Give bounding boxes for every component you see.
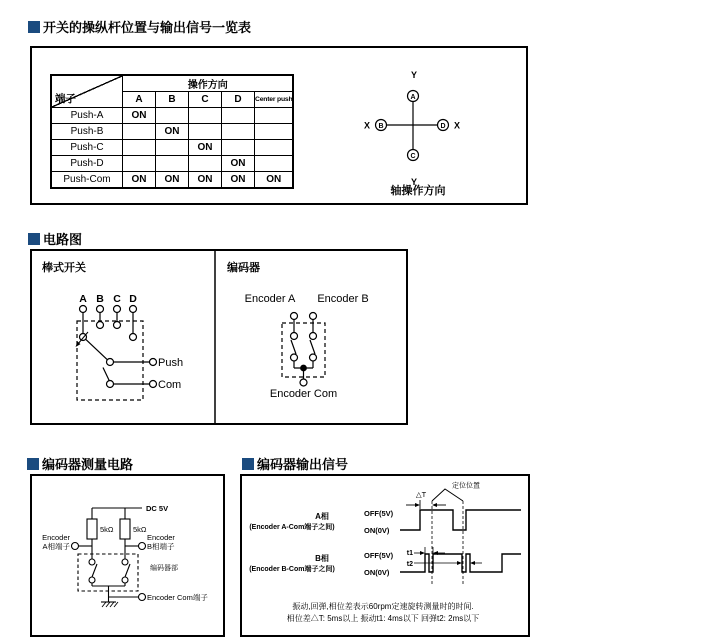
cell-value	[255, 108, 294, 124]
push-terminal-label: Push	[158, 357, 184, 369]
arrow-right-icon	[457, 561, 462, 565]
col-header-b: B	[156, 92, 189, 108]
cell-value	[255, 156, 294, 172]
col-header-a: A	[123, 92, 156, 108]
output-note-line1: 振动,回弹,相位差表示60rpm定速旋转测量时的时间.	[292, 602, 474, 611]
encoder-a-label: Encoder A	[244, 293, 296, 305]
t2-label: t2	[406, 561, 413, 568]
t1-label: t1	[406, 550, 413, 557]
phase-a-waveform	[400, 510, 521, 530]
supply-label: DC 5V	[146, 504, 169, 513]
lever-terminal-d: D	[129, 293, 137, 305]
encoder-block-label: 编码器部	[150, 565, 178, 572]
terminal-name: Push-C	[51, 140, 123, 156]
output-note-line2: 相位差△T: 5ms以上 振动t1: 4ms以下 回弹t2: 2ms以下	[286, 614, 480, 623]
cell-value	[123, 124, 156, 140]
cell-value	[222, 108, 255, 124]
cell-value: ON	[156, 172, 189, 189]
lever-switch-circuit	[77, 306, 157, 401]
measurement-circuit	[72, 508, 146, 607]
lever-switch-label: 棒式开关	[42, 262, 86, 274]
cell-value: ON	[123, 108, 156, 124]
arrow-left-icon	[432, 503, 437, 507]
resistor-b-label: 5kΩ	[133, 525, 147, 534]
axis-x-right-label: X	[453, 120, 461, 131]
axis-y-top-label: Y	[410, 70, 418, 80]
lever-terminal-c: C	[113, 293, 121, 305]
corner-terminal-label: 端子	[55, 93, 76, 105]
cell-value	[255, 140, 294, 156]
cell-value	[123, 140, 156, 156]
cell-value: ON	[189, 140, 222, 156]
cell-value	[189, 108, 222, 124]
arrow-left-icon	[470, 561, 475, 565]
detent-pointer-icon	[432, 489, 463, 501]
output-signal-diagram	[240, 474, 530, 637]
phase-b-on-label: ON(0V)	[364, 568, 390, 577]
encoder-circuit	[282, 313, 325, 387]
table-row	[51, 172, 293, 189]
section-title-switch-table	[28, 17, 251, 36]
com-terminal-label: Com	[158, 379, 182, 391]
table-row	[51, 108, 293, 124]
encoder-com-label: Encoder Com	[269, 388, 338, 400]
phase-b-off-label: OFF(5V)	[364, 551, 394, 560]
axis-caption: 轴操作方向	[390, 185, 446, 197]
cell-value	[222, 140, 255, 156]
arrow-right-icon	[415, 503, 420, 507]
cell-value	[189, 156, 222, 172]
terminal-a-label-line1: Encoder	[42, 533, 70, 542]
cell-value	[156, 156, 189, 172]
section-title-circuit	[28, 229, 82, 248]
phase-diff-arrows	[406, 500, 446, 509]
phase-a-off-label: OFF(5V)	[364, 509, 394, 518]
axis-direction-diagram	[355, 62, 515, 202]
terminal-name: Push-Com	[51, 172, 123, 189]
section-title-text: 编码器测量电路	[42, 457, 134, 472]
lever-terminal-b: B	[96, 293, 104, 305]
terminal-name: Push-A	[51, 108, 123, 124]
cell-value: ON	[255, 172, 294, 189]
section-title-output	[242, 454, 348, 473]
table-row	[51, 156, 293, 172]
encoder-b-label: Encoder B	[317, 293, 369, 305]
cell-value	[222, 124, 255, 140]
phase-b-label: B相	[315, 554, 329, 563]
col-header-centerpush: Center push	[255, 92, 294, 108]
direction-b-label: B	[378, 123, 384, 130]
phase-b-sub-label: (Encoder B-Com端子之间)	[249, 566, 335, 573]
cell-value	[255, 124, 294, 140]
col-header-c: C	[189, 92, 222, 108]
operation-direction-header: 操作方向	[123, 75, 294, 92]
direction-d-label: D	[440, 123, 446, 130]
circuit-diagram	[30, 249, 408, 425]
terminal-b-label-line1: Encoder	[147, 533, 175, 542]
cell-value: ON	[222, 156, 255, 172]
lever-terminal-a: A	[79, 293, 87, 305]
direction-a-label: A	[410, 94, 416, 101]
table-row	[51, 140, 293, 156]
cell-value	[123, 156, 156, 172]
cell-value: ON	[189, 172, 222, 189]
cell-value	[189, 124, 222, 140]
cell-value: ON	[156, 124, 189, 140]
arrow-right-icon	[420, 551, 425, 555]
cell-value	[156, 140, 189, 156]
measurement-circuit-diagram	[30, 474, 225, 637]
terminal-name: Push-B	[51, 124, 123, 140]
col-header-d: D	[222, 92, 255, 108]
axis-y-bottom-label: Y	[410, 177, 418, 187]
t1-t2-arrows	[414, 547, 482, 563]
phase-a-on-label: ON(0V)	[364, 526, 390, 535]
detent-position-lines	[432, 501, 463, 584]
title-square-icon	[28, 233, 40, 245]
resistor-a-label: 5kΩ	[100, 525, 114, 534]
axis-cross	[376, 91, 449, 161]
terminal-a-label-line2: A相端子	[42, 542, 70, 551]
com-terminal-label: Encoder Com端子	[147, 593, 208, 602]
title-square-icon	[242, 458, 254, 470]
section-title-text: 电路图	[43, 232, 83, 247]
direction-c-label: C	[410, 153, 416, 160]
detent-label: 定位位置	[452, 482, 480, 490]
phase-a-label: A相	[315, 512, 329, 521]
section-title-measurement	[27, 454, 133, 473]
signal-table	[50, 74, 294, 189]
phase-a-sub-label: (Encoder A-Com端子之间)	[249, 524, 335, 531]
table-row	[51, 124, 293, 140]
encoder-label: 编码器	[227, 262, 260, 274]
cell-value: ON	[222, 172, 255, 189]
cell-value: ON	[123, 172, 156, 189]
section-title-text: 开关的操纵杆位置与输出信号一览表	[43, 20, 252, 35]
title-square-icon	[28, 21, 40, 33]
title-square-icon	[27, 458, 39, 470]
axis-x-left-label: X	[363, 120, 371, 131]
phase-diff-label: △T	[415, 490, 427, 499]
section-title-text: 编码器输出信号	[257, 457, 349, 472]
cell-value	[156, 108, 189, 124]
table-corner-cell	[51, 75, 123, 108]
terminal-name: Push-D	[51, 156, 123, 172]
terminal-b-label-line2: B相端子	[147, 542, 175, 551]
